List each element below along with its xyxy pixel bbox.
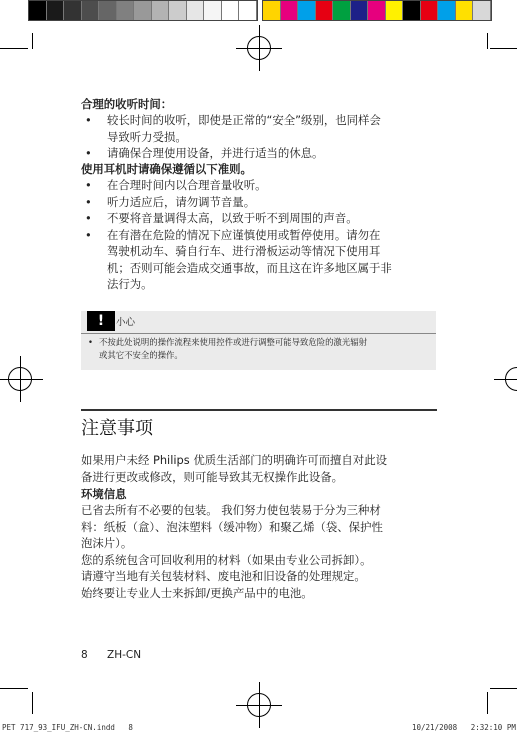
crop-mark — [0, 688, 28, 689]
language-code: ZH-CN — [107, 649, 142, 661]
color-swatch — [403, 1, 421, 20]
color-swatch — [263, 1, 281, 20]
list-item: • 较长时间的收听，即使是正常的“安全”级别，也同样会 导致听力受损。 — [85, 113, 381, 144]
color-swatch — [298, 1, 316, 20]
color-swatch — [333, 1, 351, 20]
list-item: • 不要将音量调得太高，以致于听不到周围的声音。 — [85, 211, 358, 225]
registration-mark-bottom — [244, 690, 274, 720]
color-swatch — [82, 1, 100, 20]
color-swatch — [187, 1, 205, 20]
color-swatch — [222, 1, 240, 20]
registration-mark-top — [244, 33, 274, 63]
section-divider — [81, 409, 437, 411]
registration-mark-right — [502, 364, 517, 394]
color-swatch — [99, 1, 117, 20]
caution-item: • 不按此处说明的操作流程来使用控件或进行调整可能导致危险的激光辐射 或其它不安全的操作。 — [88, 337, 367, 360]
color-swatch — [316, 1, 334, 20]
headphones-heading: 使用耳机时请确保遵循以下准则。 — [81, 162, 252, 176]
headphones-list — [81, 177, 441, 293]
color-swatch — [281, 1, 299, 20]
color-swatch — [473, 1, 491, 20]
crop-mark — [487, 692, 488, 714]
color-swatch — [152, 1, 170, 20]
environment-heading: 环境信息 — [81, 487, 127, 501]
warning-icon: ! — [87, 311, 115, 331]
color-swatch — [351, 1, 369, 20]
color-swatch — [64, 1, 82, 20]
crop-mark — [490, 48, 517, 49]
page-number: 8 — [81, 649, 88, 661]
color-swatch — [368, 1, 386, 20]
list-item: • 请确保合理使用设备，并进行适当的休息。 — [85, 146, 324, 160]
registration-mark-left — [5, 364, 35, 394]
color-swatch — [47, 1, 65, 20]
list-item: • 在合理时间内以合理音量收听。 — [85, 178, 267, 192]
color-swatch — [29, 1, 47, 20]
crop-mark — [32, 33, 33, 49]
list-item: • 听力适应后，请勿调节音量。 — [85, 194, 256, 209]
color-swatch — [134, 1, 152, 20]
color-swatch — [169, 1, 187, 20]
color-swatch — [456, 1, 474, 20]
list-item: • 在有潜在危险的情况下应谨慎使用或暂停使用。请勿在 驾驶机动车、骑自行车、进行滑板运动等情况下使用耳 机；否则可能会造成交通事故，而且这在许多地区属于非 法行为。 — [85, 227, 392, 291]
color-swatch — [239, 1, 257, 20]
caution-title: 小心 — [116, 317, 136, 328]
color-swatch — [438, 1, 456, 20]
listening-list — [81, 112, 441, 162]
date-slug: 10/21/2008 2:32:10 PM — [412, 723, 516, 732]
color-swatch — [421, 1, 439, 20]
environment-paragraph: 已省去所有不必要的包装。 我们努力使包装易于分为三种材 料：纸板（盒）、泡沫塑料（缓冲物）和聚乙烯（袋、保护性 泡沫片）。 您的系统包含可回收利用的材料（如果由专业公司拆卸）。 请遵守当地有关包装材料、废电池和旧设备的处理规定。 始终要让专业人士来拆卸/更换产品中的电池。 — [81, 503, 383, 600]
crop-mark — [490, 688, 517, 689]
color-swatch — [204, 1, 222, 20]
listening-heading: 合理的收听时间： — [81, 97, 173, 111]
file-slug: PET 717_93_IFU_ZH-CN.indd 8 — [2, 723, 133, 732]
crop-mark — [487, 33, 488, 49]
color-bar-cmyk — [262, 0, 492, 21]
notice-paragraph: 如果用户未经 Philips 优质生活部门的明确许可而擅自对此设 备进行更改或修改，则可能导致其无权操作此设备。 — [81, 453, 387, 484]
divider — [81, 333, 436, 334]
color-swatch — [386, 1, 404, 20]
crop-mark — [32, 692, 33, 714]
color-bar-grayscale — [28, 0, 258, 21]
caution-box — [81, 311, 436, 370]
section-title: 注意事项 — [81, 418, 153, 439]
crop-mark — [0, 48, 28, 49]
color-swatch — [117, 1, 135, 20]
